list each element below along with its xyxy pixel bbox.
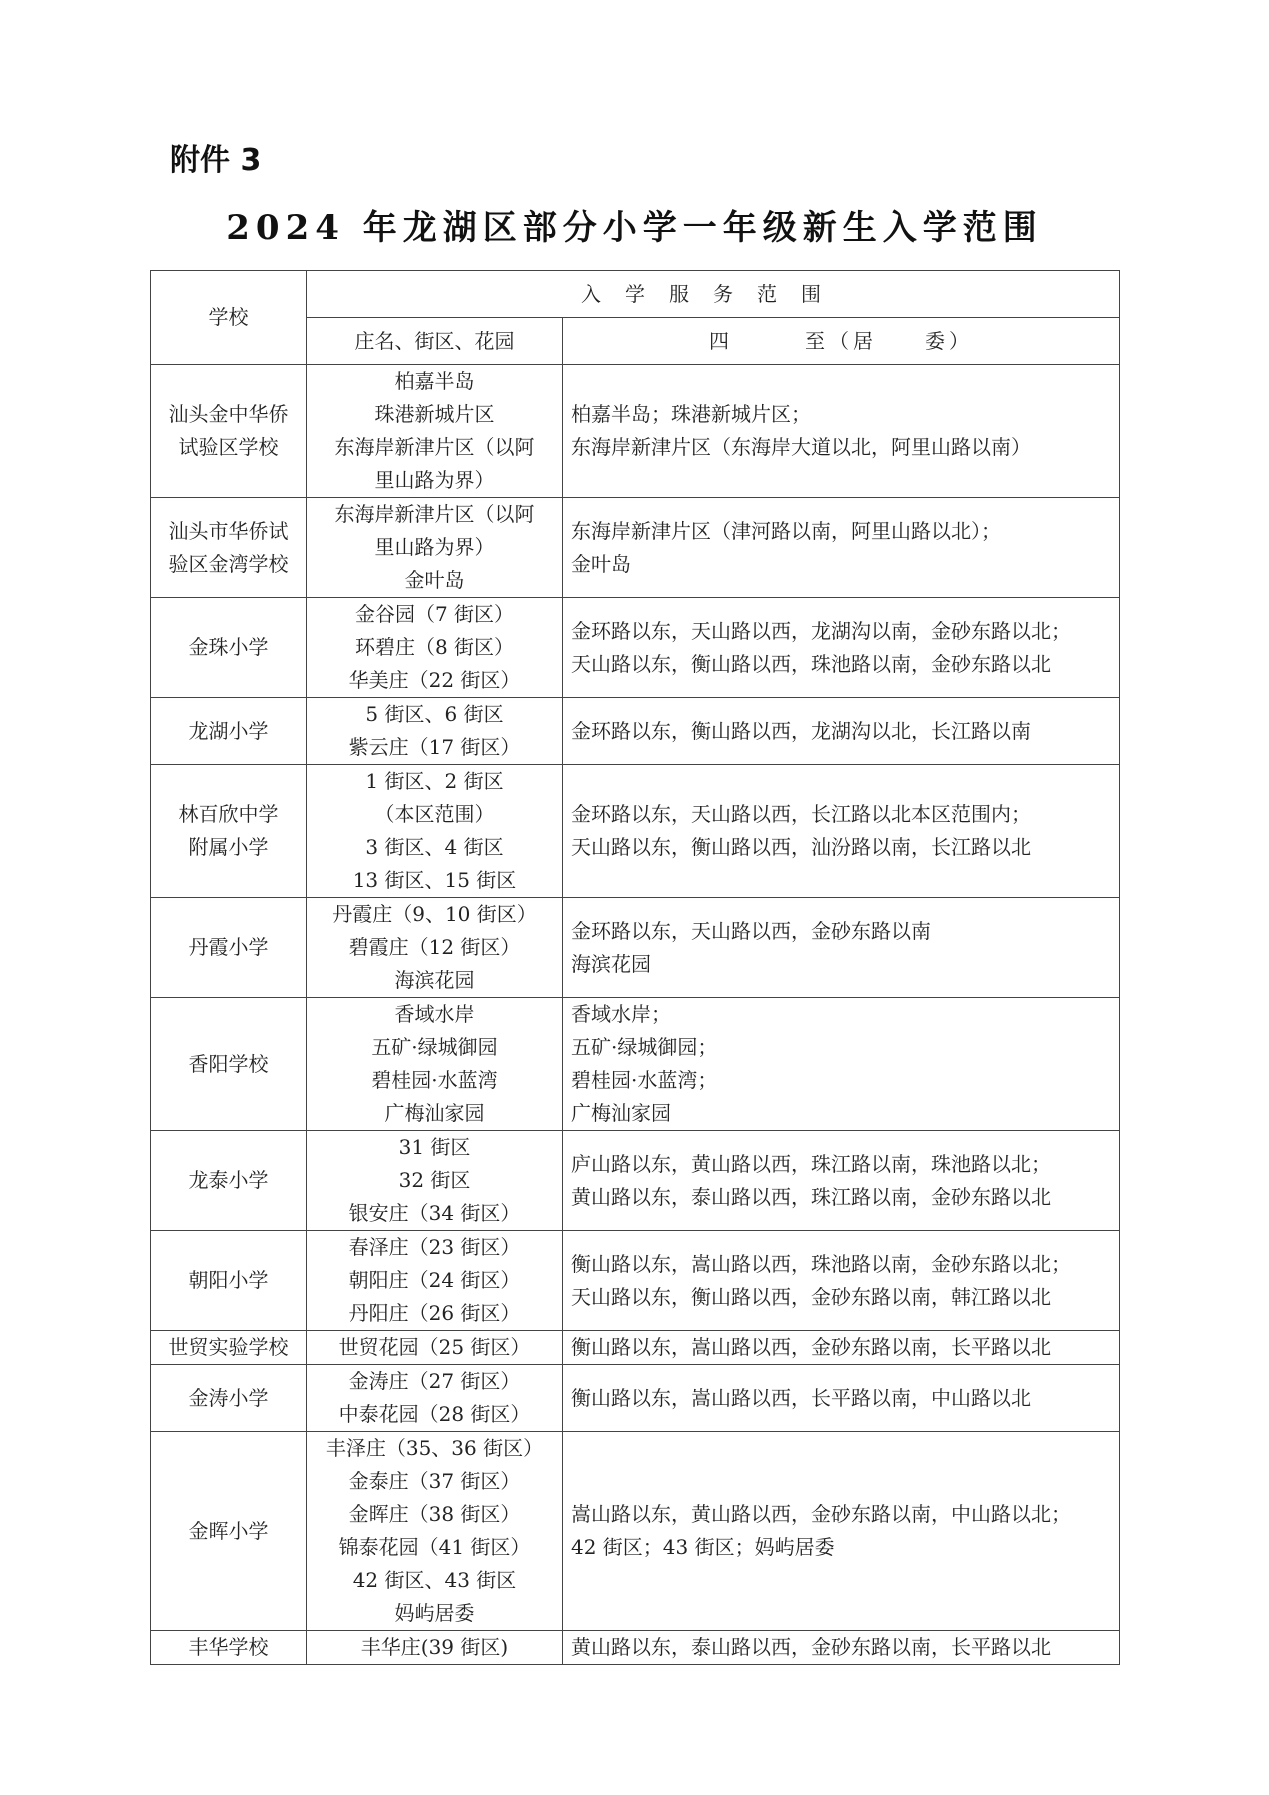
area-line: 珠港新城片区 [374, 402, 495, 426]
area-line: 世贸花园（25 街区） [338, 1335, 531, 1359]
school-line: 林百欣中学 [178, 802, 279, 826]
area-line: 金涛庄（27 街区） [348, 1369, 521, 1393]
table-row [151, 1231, 1120, 1331]
area-line: 紫云庄（17 街区） [348, 735, 521, 759]
bounds-cell [563, 1631, 1120, 1665]
enrollment-zone-table [150, 270, 1120, 1665]
bounds-line: 金环路以东，天山路以西，长江路以北本区范围内； [571, 802, 1031, 826]
area-cell [307, 1331, 563, 1365]
bounds-cell [563, 598, 1120, 698]
school-cell [151, 765, 307, 898]
area-line: 朝阳庄（24 街区） [348, 1268, 521, 1292]
area-line: 碧桂园·水蓝湾 [371, 1068, 498, 1092]
area-line: 3 街区、4 街区 [365, 835, 504, 859]
area-line: 1 街区、2 街区 [365, 769, 504, 793]
school-line: 龙湖小学 [188, 718, 269, 743]
area-cell [307, 1432, 563, 1631]
area-line: 五矿·绿城御园 [371, 1035, 498, 1059]
area-line: 银安庄（34 街区） [348, 1201, 521, 1225]
school-cell [151, 498, 307, 598]
bounds-line: 天山路以东，衡山路以西，金砂东路以南，韩江路以北 [571, 1284, 1051, 1309]
bounds-cell [563, 498, 1120, 598]
school-line: 附属小学 [188, 835, 269, 859]
area-line: 13 街区、15 街区 [352, 868, 517, 892]
school-cell [151, 1365, 307, 1432]
school-cell [151, 898, 307, 998]
area-line: 丹阳庄（26 街区） [348, 1301, 521, 1325]
area-cell [307, 1631, 563, 1665]
school-line: 金涛小学 [188, 1385, 269, 1410]
bounds-line: 金环路以东，天山路以西，金砂东路以南 [571, 918, 931, 943]
bounds-line: 海滨花园 [571, 951, 651, 976]
header-area: 庄名、街区、花园 [307, 318, 563, 365]
table-row [151, 1365, 1120, 1432]
school-cell [151, 598, 307, 698]
area-line: 春泽庄（23 街区） [348, 1235, 521, 1259]
table-row [151, 365, 1120, 498]
table-row [151, 1631, 1120, 1665]
school-line: 世贸实验学校 [168, 1335, 289, 1359]
area-line: （本区范围） [374, 802, 495, 826]
table-row [151, 765, 1120, 898]
school-cell [151, 1331, 307, 1365]
school-line: 龙泰小学 [188, 1168, 269, 1192]
school-cell [151, 998, 307, 1131]
area-line: 东海岸新津片区（以阿 [334, 435, 535, 459]
bounds-line: 五矿·绿城御园； [571, 1035, 718, 1059]
table-body [151, 365, 1120, 1665]
bounds-line: 碧桂园·水蓝湾； [571, 1068, 718, 1092]
school-cell [151, 1231, 307, 1331]
bounds-cell [563, 1365, 1120, 1432]
school-line: 丰华学校 [188, 1635, 269, 1659]
bounds-line: 天山路以东，衡山路以西，汕汾路以南，长江路以北 [571, 835, 1031, 859]
area-cell [307, 498, 563, 598]
bounds-cell [563, 765, 1120, 898]
area-cell [307, 365, 563, 498]
school-line: 试验区学校 [178, 435, 279, 459]
bounds-cell [563, 1432, 1120, 1631]
school-line: 汕头市华侨试 [168, 518, 289, 543]
area-line: 香域水岸 [394, 1002, 475, 1026]
area-cell [307, 998, 563, 1131]
area-line: 32 街区 [398, 1168, 471, 1192]
bounds-line: 金环路以东，天山路以西，龙湖沟以南，金砂东路以北； [571, 618, 1071, 643]
area-cell [307, 1131, 563, 1231]
table-row [151, 1331, 1120, 1365]
area-line: 中泰花园（28 街区） [338, 1402, 531, 1426]
table-row [151, 998, 1120, 1131]
bounds-line: 东海岸新津片区（东海岸大道以北，阿里山路以南） [571, 435, 1031, 459]
table-row [151, 898, 1120, 998]
area-line: 里山路为界） [374, 535, 495, 559]
area-line: 金谷园（7 街区） [354, 602, 515, 626]
header-bounds: 四 至（居 委） [563, 318, 1120, 365]
area-line: 丰华庄(39 街区) [360, 1635, 509, 1659]
bounds-line: 金叶岛 [571, 551, 631, 576]
table-row [151, 1432, 1120, 1631]
area-line: 海滨花园 [394, 968, 475, 992]
area-cell [307, 598, 563, 698]
school-cell [151, 698, 307, 765]
document-title: 2024 年龙湖区部分小学一年级新生入学范围 [226, 208, 1043, 248]
bounds-cell [563, 1331, 1120, 1365]
area-line: 5 街区、6 街区 [365, 702, 504, 726]
area-cell [307, 698, 563, 765]
school-line: 朝阳小学 [188, 1268, 269, 1292]
table-row [151, 498, 1120, 598]
school-line: 验区金湾学校 [168, 551, 289, 576]
bounds-line: 衡山路以东，嵩山路以西，珠池路以南，金砂东路以北； [571, 1251, 1071, 1276]
school-line: 丹霞小学 [188, 935, 269, 959]
area-line: 妈屿居委 [394, 1601, 475, 1625]
area-line: 碧霞庄（12 街区） [348, 935, 521, 959]
area-line: 丹霞庄（9、10 街区） [332, 902, 537, 926]
school-line: 金珠小学 [188, 635, 269, 659]
area-line: 锦泰花园（41 街区） [338, 1535, 531, 1559]
bounds-line: 柏嘉半岛；珠港新城片区； [571, 402, 811, 426]
area-line: 金晖庄（38 街区） [348, 1502, 521, 1526]
area-line: 金叶岛 [404, 568, 465, 592]
area-cell [307, 1365, 563, 1432]
area-line: 31 街区 [398, 1135, 471, 1159]
bounds-line: 庐山路以东，黄山路以西，珠江路以南，珠池路以北； [571, 1151, 1051, 1176]
area-line: 里山路为界） [374, 468, 495, 492]
area-line: 环碧庄（8 街区） [354, 635, 515, 659]
bounds-line: 香域水岸； [571, 1002, 671, 1026]
area-line: 东海岸新津片区（以阿 [334, 502, 535, 526]
bounds-cell [563, 1231, 1120, 1331]
area-cell [307, 898, 563, 998]
school-cell [151, 1131, 307, 1231]
area-line: 金泰庄（37 街区） [348, 1469, 521, 1493]
school-line: 香阳学校 [188, 1051, 269, 1076]
school-cell [151, 1631, 307, 1665]
area-cell [307, 765, 563, 898]
bounds-line: 黄山路以东，泰山路以西，珠江路以南，金砂东路以北 [571, 1184, 1051, 1209]
table-row [151, 598, 1120, 698]
bounds-line: 广梅汕家园 [571, 1101, 671, 1125]
area-line: 广梅汕家园 [384, 1101, 485, 1125]
school-cell [151, 1432, 307, 1631]
area-line: 华美庄（22 街区） [348, 668, 521, 692]
school-cell [151, 365, 307, 498]
area-cell [307, 1231, 563, 1331]
header-service-scope: 入学服务范围 [307, 271, 1120, 318]
bounds-line: 衡山路以东，嵩山路以西，金砂东路以南，长平路以北 [571, 1335, 1051, 1359]
bounds-line: 黄山路以东，泰山路以西，金砂东路以南，长平路以北 [571, 1635, 1051, 1659]
bounds-cell [563, 998, 1120, 1131]
area-line: 42 街区、43 街区 [352, 1568, 517, 1592]
bounds-cell [563, 1131, 1120, 1231]
table-row [151, 698, 1120, 765]
school-line: 金晖小学 [188, 1518, 269, 1543]
bounds-cell [563, 898, 1120, 998]
table-row [151, 1131, 1120, 1231]
bounds-line: 东海岸新津片区（津河路以南，阿里山路以北）； [571, 518, 1001, 543]
area-line: 柏嘉半岛 [394, 369, 475, 393]
bounds-line: 天山路以东，衡山路以西，珠池路以南，金砂东路以北 [571, 651, 1051, 676]
bounds-line: 嵩山路以东，黄山路以西，金砂东路以南，中山路以北； [571, 1502, 1071, 1526]
area-line: 丰泽庄（35、36 街区） [325, 1436, 544, 1460]
school-line: 汕头金中华侨 [168, 402, 289, 426]
bounds-line: 42 街区；43 街区；妈屿居委 [571, 1535, 835, 1559]
bounds-cell [563, 365, 1120, 498]
bounds-line: 金环路以东，衡山路以西，龙湖沟以北，长江路以南 [571, 718, 1031, 743]
bounds-cell [563, 698, 1120, 765]
header-school: 学校 [151, 271, 307, 365]
bounds-line: 衡山路以东，嵩山路以西，长平路以南，中山路以北 [571, 1385, 1031, 1410]
attachment-label: 附件 3 [170, 143, 262, 178]
